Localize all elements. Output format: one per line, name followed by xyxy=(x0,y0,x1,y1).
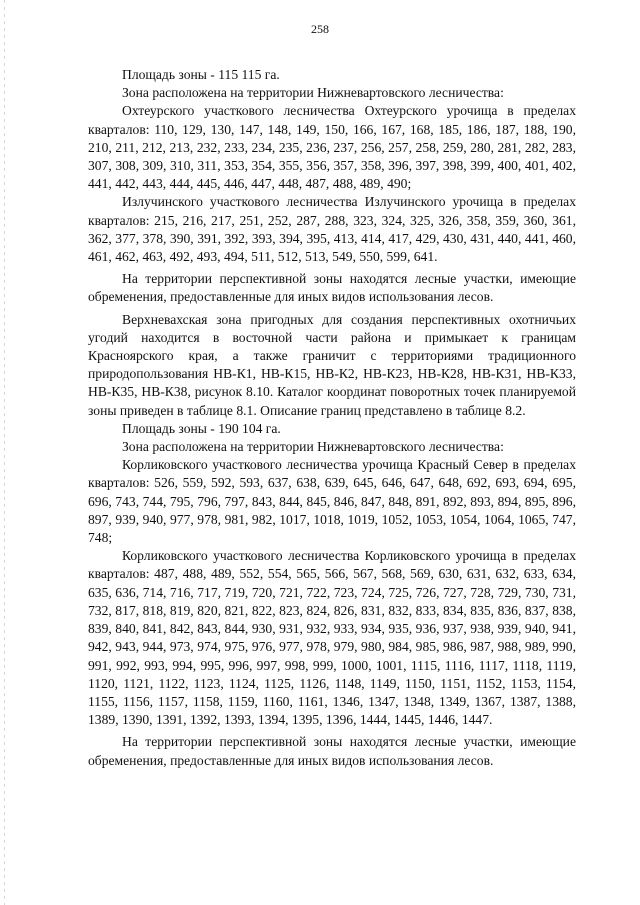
izluchinsky-quarters-paragraph: Излучинского участкового лесничества Излучинского урочища в пределах кварталов: 215, 216, 217, 251, 252, 287, 288, 323, 324, 325, 326, 358, 359, 360, 361, 362, 377, 378, 390, 391, 392, 393, 394, 395, 413, 414, 417, 429, 430, 431, 440, 441, 460, 461, 462, 463, 492, 493, 494, 511, 512, 513, 549, 550, 599, 641. xyxy=(88,194,576,265)
korlikovsky-quarters-paragraph: Корликовского участкового лесничества Корликовского урочища в пределах кварталов: 487, 488, 489, 552, 554, 565, 566, 567, 568, 569, 630, 631, 632, 633, 634, 635, 636, 714, 716, 717, 719, 720, 721, 722, 723, 724, 725, 726, 727, 728, 729, 730, 731, 732, 817, 818, 819, 820, 821, 822, 823, 824, 826, 831, 832, 833, 834, 835, 836, 837, 838, 839, 840, 841, 842, 843, 844, 930, 931, 932, 933, 934, 935, 936, 937, 938, 939, 940, 941, 942, 943, 944, 973, 974, 975, 976, 977, 978, 979, 980, 984, 985, 986, 987, 988, 989, 990, 991, 992, 993, 994, 995, 996, 997, 998, 999, 1000, 1001, 1115, 1116, 1117, 1118, 1119, 1120, 1121, 1122, 1123, 1124, 1125, 1126, 1148, 1149, 1150, 1151, 1152, 1153, 1154, 1155, 1156, 1157, 1158, 1159, 1160, 1161, 1346, 1347, 1348, 1349, 1367, 1387, 1388, 1389, 1390, 1391, 1392, 1393, 1394, 1395, 1396, 1444, 1445, 1446, 1447. xyxy=(88,548,576,728)
okhteursky-quarters-paragraph: Охтеурского участкового лесничества Охтеурского урочища в пределах кварталов: 110, 129, 130, 147, 148, 149, 150, 166, 167, 168, 185, 186, 187, 188, 190, 210, 211, 212, 213, 232, 233, 234, 235, 236, 237, 256, 257, 258, 259, 280, 281, 282, 283, 307, 308, 309, 310, 311, 353, 354, 355, 356, 357, 358, 396, 397, 398, 399, 400, 401, 402, 441, 442, 443, 444, 445, 446, 447, 448, 487, 488, 489, 490; xyxy=(88,103,576,192)
encumbrance-paragraph: На территории перспективной зоны находятся лесные участки, имеющие обременения, предоставленные для иных видов использования лесов. xyxy=(88,271,576,305)
zone-location-paragraph: Зона расположена на территории Нижневартовского лесничества: xyxy=(122,85,504,101)
encumbrance-paragraph-2: На территории перспективной зоны находятся лесные участки, имеющие обременения, предоставленные для иных видов использования лесов. xyxy=(88,734,576,768)
zone-area-paragraph-2: Площадь зоны - 190 104 га. xyxy=(122,420,281,436)
krasny-sever-quarters-paragraph: Корликовского участкового лесничества урочища Красный Север в пределах кварталов: 526, 559, 592, 593, 637, 638, 639, 645, 646, 647, 648, 692, 693, 694, 695, 696, 743, 744, 795, 796, 797, 843, 844, 845, 846, 847, 848, 891, 892, 893, 894, 895, 896, 897, 939, 940, 977, 978, 981, 982, 1017, 1018, 1019, 1052, 1053, 1054, 1064, 1065, 747, 748; xyxy=(88,457,576,546)
zone-area-paragraph: Площадь зоны - 115 115 га. xyxy=(122,67,280,82)
zone-location-paragraph-2: Зона расположена на территории Нижневартовского лесничества: xyxy=(122,439,504,455)
scan-edge-line xyxy=(4,0,5,905)
page-number: 258 xyxy=(311,22,329,36)
verkhnevakhskaya-zone-paragraph: Верхневахская зона пригодных для создания перспективных охотничьих угодий находится в восточной части района и примыкает к границам Красноярского края, а также граничит с территориями традиционного природопользования НВ-К1, НВ-К15, НВ-К2, НВ-К23, НВ-К28, НВ-К31, НВ-К33, НВ-К35, НВ-К38, рисунок 8.10. Каталог координат поворотных точек планируемой зоны приведен в таблице 8.1. Описание границ представлено в таблице 8.2. xyxy=(88,311,576,418)
document-body xyxy=(88,66,576,770)
